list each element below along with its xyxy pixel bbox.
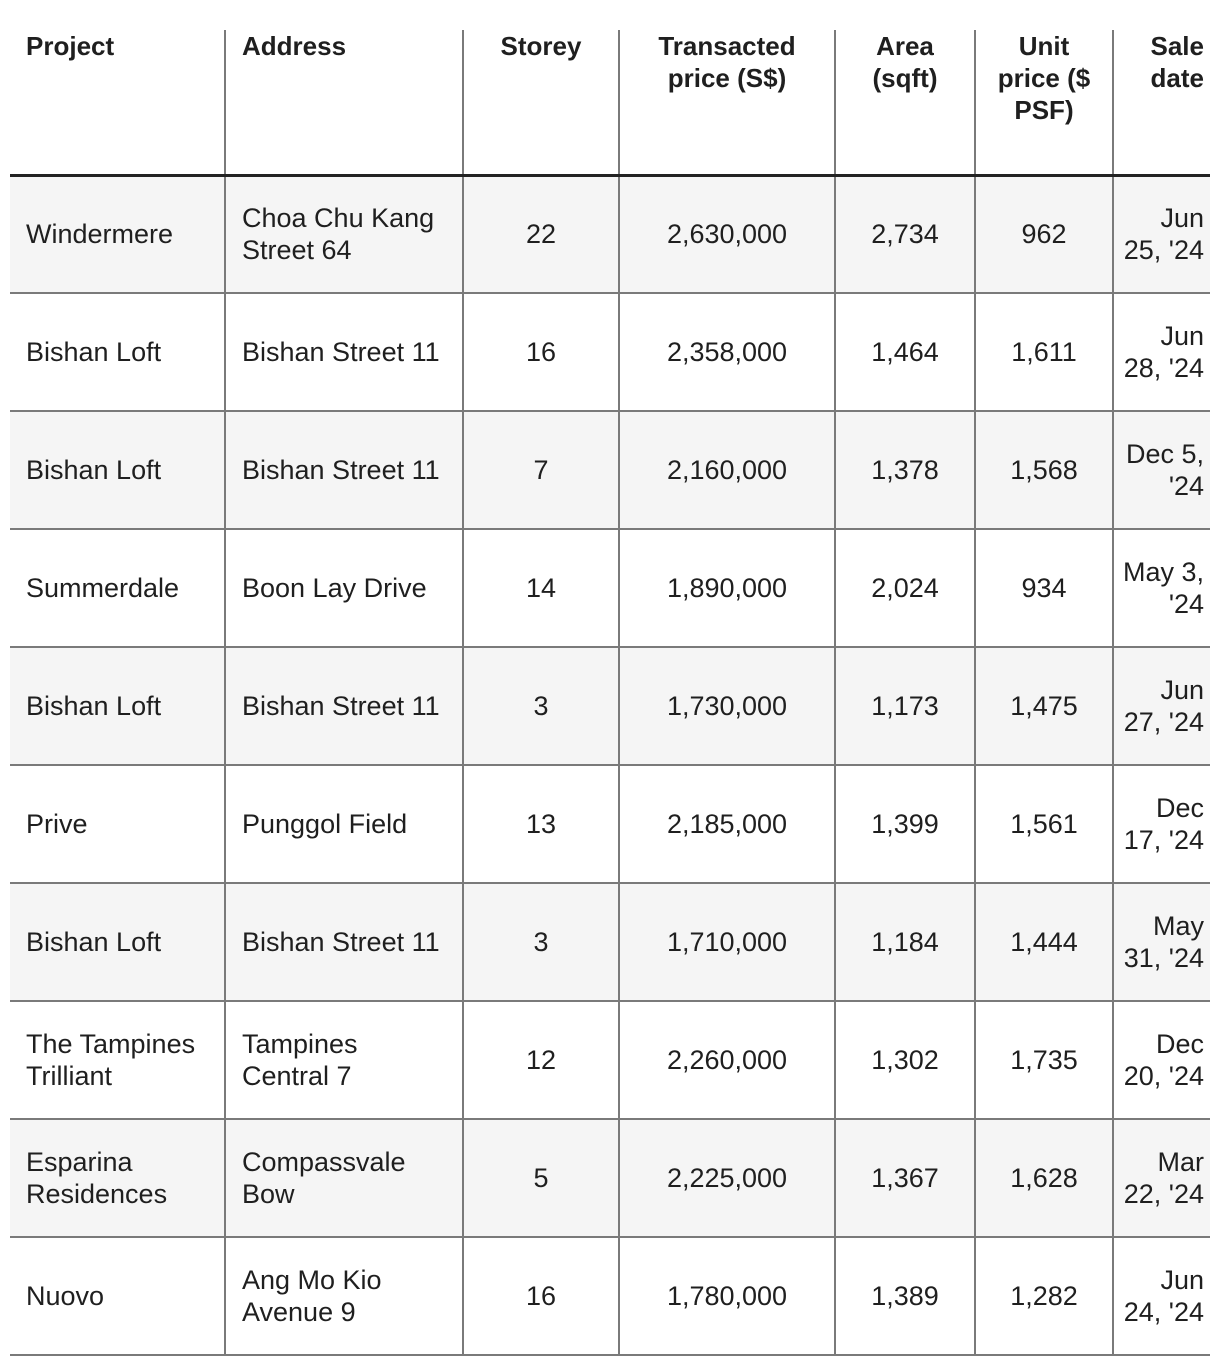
- cell-sale-date: May 31, '24: [1113, 883, 1210, 1001]
- table-row: [10, 411, 1210, 529]
- cell-unit-price: 1,282: [975, 1237, 1113, 1355]
- cell-area: 2,734: [835, 175, 975, 293]
- cell-area: 1,399: [835, 765, 975, 883]
- cell-transacted-price: 2,225,000: [619, 1119, 835, 1237]
- cell-transacted-price: 1,710,000: [619, 883, 835, 1001]
- table-row: [10, 1001, 1210, 1119]
- cell-transacted-price: 2,260,000: [619, 1001, 835, 1119]
- table-row: [10, 1119, 1210, 1237]
- cell-area: 1,302: [835, 1001, 975, 1119]
- cell-transacted-price: 2,185,000: [619, 765, 835, 883]
- cell-transacted-price: 1,730,000: [619, 647, 835, 765]
- header-row: [10, 30, 1210, 175]
- table-row: [10, 647, 1210, 765]
- cell-project: Bishan Loft: [10, 647, 225, 765]
- cell-address: Tampines Central 7: [225, 1001, 463, 1119]
- cell-address: Boon Lay Drive: [225, 529, 463, 647]
- cell-storey: 5: [463, 1119, 619, 1237]
- cell-area: 1,367: [835, 1119, 975, 1237]
- table-row: [10, 883, 1210, 1001]
- cell-sale-date: May 3, '24: [1113, 529, 1210, 647]
- cell-sale-date: Dec 17, '24: [1113, 765, 1210, 883]
- cell-sale-date: Jun 28, '24: [1113, 293, 1210, 411]
- cell-storey: 3: [463, 647, 619, 765]
- cell-project: Esparina Residences: [10, 1119, 225, 1237]
- cell-address: Bishan Street 11: [225, 883, 463, 1001]
- cell-unit-price: 934: [975, 529, 1113, 647]
- cell-unit-price: 1,444: [975, 883, 1113, 1001]
- header-transacted-price: Transacted price (S$): [619, 30, 835, 175]
- cell-storey: 3: [463, 883, 619, 1001]
- cell-address: Bishan Street 11: [225, 411, 463, 529]
- cell-project: Windermere: [10, 175, 225, 293]
- cell-unit-price: 1,735: [975, 1001, 1113, 1119]
- cell-sale-date: Dec 20, '24: [1113, 1001, 1210, 1119]
- transactions-table: [10, 30, 1210, 1356]
- cell-transacted-price: 1,890,000: [619, 529, 835, 647]
- header-unit-price: Unit price ($ PSF): [975, 30, 1113, 175]
- cell-unit-price: 1,628: [975, 1119, 1113, 1237]
- cell-storey: 12: [463, 1001, 619, 1119]
- cell-project: Bishan Loft: [10, 411, 225, 529]
- header-sale-date: Sale date: [1113, 30, 1210, 175]
- table-row: [10, 175, 1210, 293]
- cell-project: Prive: [10, 765, 225, 883]
- cell-unit-price: 1,568: [975, 411, 1113, 529]
- cell-address: Bishan Street 11: [225, 647, 463, 765]
- cell-sale-date: Dec 5, '24: [1113, 411, 1210, 529]
- cell-storey: 14: [463, 529, 619, 647]
- cell-address: Punggol Field: [225, 765, 463, 883]
- header-address: Address: [225, 30, 463, 175]
- cell-project: Bishan Loft: [10, 293, 225, 411]
- cell-project: The Tampines Trilliant: [10, 1001, 225, 1119]
- cell-unit-price: 1,475: [975, 647, 1113, 765]
- table-row: [10, 1237, 1210, 1355]
- cell-sale-date: Jun 24, '24: [1113, 1237, 1210, 1355]
- cell-storey: 7: [463, 411, 619, 529]
- cell-address: Compassvale Bow: [225, 1119, 463, 1237]
- cell-area: 1,464: [835, 293, 975, 411]
- cell-storey: 13: [463, 765, 619, 883]
- cell-address: Choa Chu Kang Street 64: [225, 175, 463, 293]
- table-row: [10, 293, 1210, 411]
- cell-storey: 16: [463, 293, 619, 411]
- cell-area: 1,378: [835, 411, 975, 529]
- cell-sale-date: Jun 25, '24: [1113, 175, 1210, 293]
- cell-unit-price: 1,611: [975, 293, 1113, 411]
- header-project: Project: [10, 30, 225, 175]
- cell-unit-price: 1,561: [975, 765, 1113, 883]
- cell-storey: 22: [463, 175, 619, 293]
- cell-area: 2,024: [835, 529, 975, 647]
- cell-transacted-price: 2,160,000: [619, 411, 835, 529]
- cell-unit-price: 962: [975, 175, 1113, 293]
- cell-area: 1,389: [835, 1237, 975, 1355]
- cell-project: Summerdale: [10, 529, 225, 647]
- cell-address: Ang Mo Kio Avenue 9: [225, 1237, 463, 1355]
- cell-transacted-price: 2,630,000: [619, 175, 835, 293]
- cell-area: 1,173: [835, 647, 975, 765]
- header-area: Area (sqft): [835, 30, 975, 175]
- table-row: [10, 765, 1210, 883]
- cell-sale-date: Mar 22, '24: [1113, 1119, 1210, 1237]
- cell-sale-date: Jun 27, '24: [1113, 647, 1210, 765]
- cell-project: Bishan Loft: [10, 883, 225, 1001]
- cell-project: Nuovo: [10, 1237, 225, 1355]
- cell-storey: 16: [463, 1237, 619, 1355]
- cell-area: 1,184: [835, 883, 975, 1001]
- table-row: [10, 529, 1210, 647]
- cell-address: Bishan Street 11: [225, 293, 463, 411]
- cell-transacted-price: 2,358,000: [619, 293, 835, 411]
- header-storey: Storey: [463, 30, 619, 175]
- cell-transacted-price: 1,780,000: [619, 1237, 835, 1355]
